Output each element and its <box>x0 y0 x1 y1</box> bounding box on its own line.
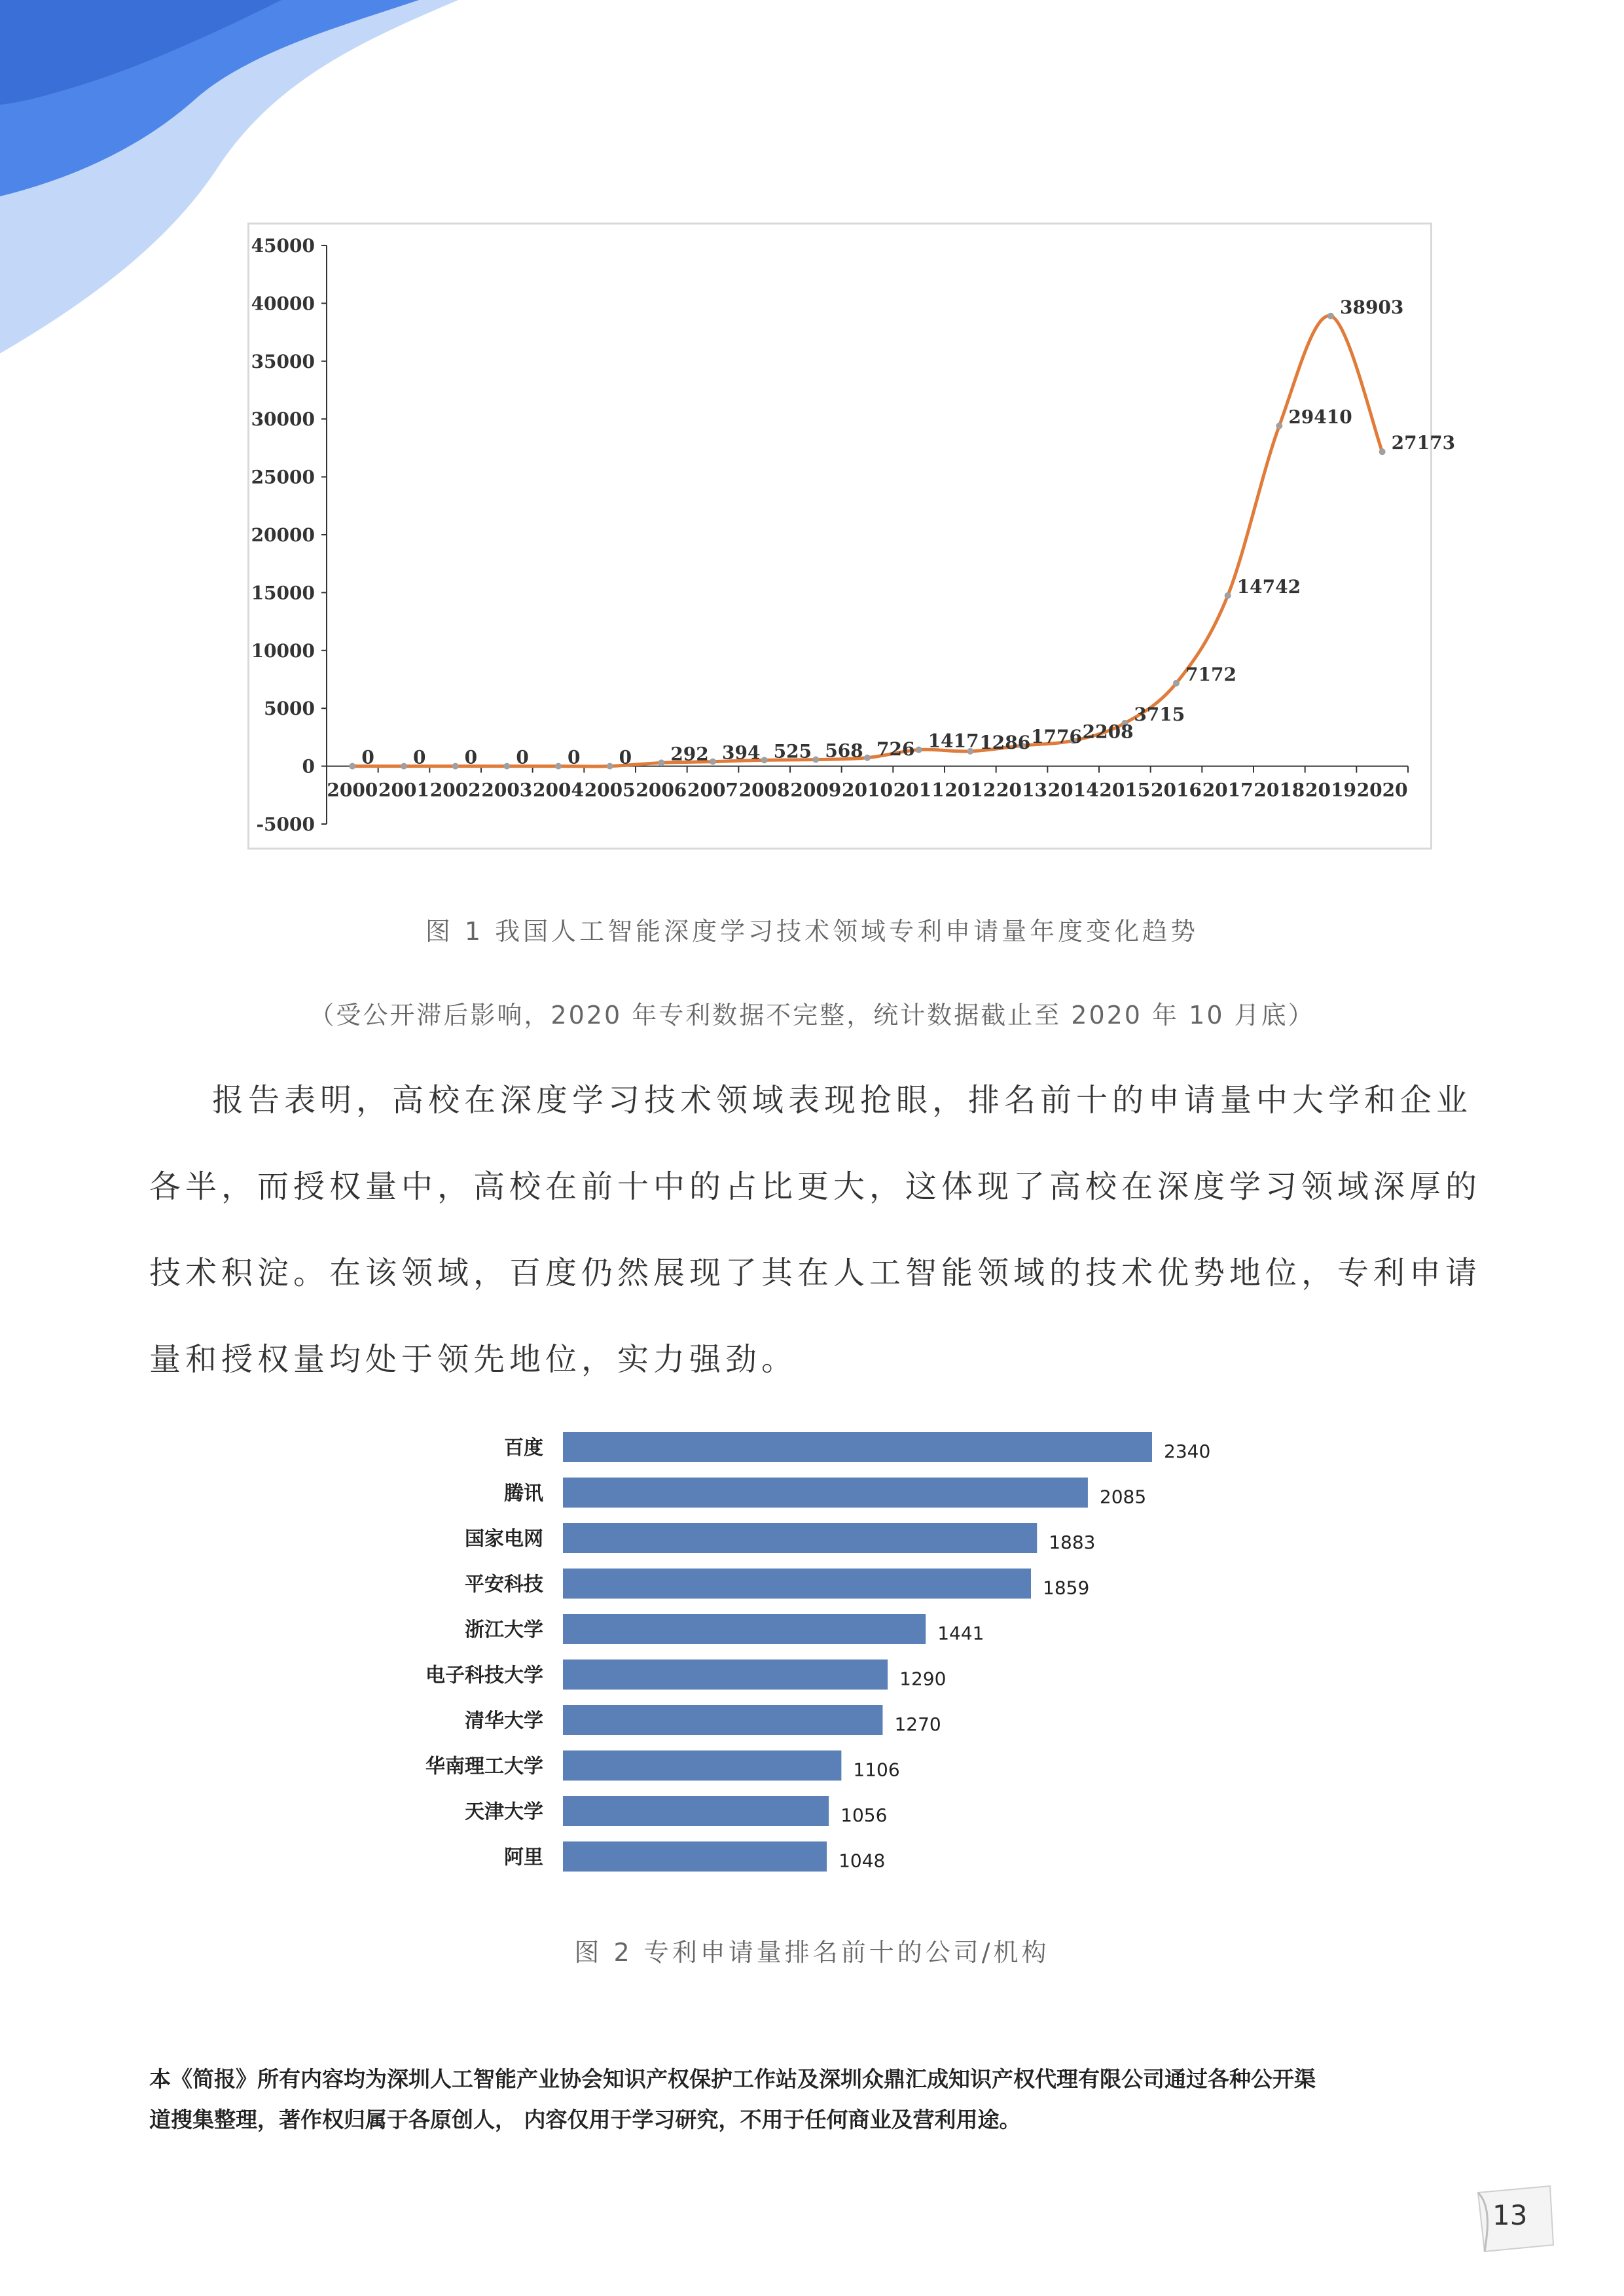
bar-category-label: 国家电网 <box>465 1528 543 1551</box>
x-tick-label: 2012 <box>945 779 996 801</box>
bar-category-label: 华南理工大学 <box>425 1755 543 1778</box>
x-tick-label: 2013 <box>996 779 1047 801</box>
y-tick-label: 45000 <box>251 235 315 257</box>
bar-category-label: 百度 <box>504 1437 543 1460</box>
data-label: 1417 <box>928 730 979 752</box>
data-point <box>452 763 459 770</box>
data-label: 0 <box>516 746 529 768</box>
patent-trend-line-chart <box>249 224 1456 848</box>
data-label: 525 <box>773 740 812 762</box>
data-point <box>401 763 407 770</box>
x-tick-label: 2001 <box>378 779 429 801</box>
data-point <box>1225 592 1231 599</box>
x-tick-label: 2011 <box>893 779 945 801</box>
y-tick-label: 10000 <box>251 639 315 662</box>
disclaimer-line-1: 本《简报》所有内容均为深圳人工智能产业协会知识产权保护工作站及深圳众鼎汇成知识产权代理有限公司通过各种公开渠 <box>149 2066 1316 2092</box>
bar <box>563 1842 827 1872</box>
bar <box>563 1660 888 1690</box>
data-point <box>607 763 613 770</box>
data-point <box>710 759 716 765</box>
bar <box>563 1705 882 1735</box>
bar-value-label: 1883 <box>1049 1532 1096 1553</box>
y-axis <box>251 235 327 835</box>
data-label: 394 <box>722 742 761 764</box>
data-label: 27173 <box>1391 432 1456 454</box>
x-tick-label: 2007 <box>687 779 738 801</box>
data-point <box>503 763 510 770</box>
figure1-caption: 图 1 我国人工智能深度学习技术领域专利申请量年度变化趋势 <box>425 917 1199 946</box>
data-point <box>1327 313 1334 319</box>
page-number: 13 <box>1492 2199 1528 2231</box>
figure1-note: （受公开滞后影响，2020 年专利数据不完整，统计数据截止至 2020 年 10 月底） <box>309 1001 1315 1030</box>
y-tick-label: 0 <box>302 755 315 778</box>
x-tick-label: 2003 <box>481 779 533 801</box>
x-tick-label: 2002 <box>429 779 481 801</box>
bar-category-label: 浙江大学 <box>465 1619 543 1641</box>
x-tick-label: 2004 <box>533 779 584 801</box>
data-point <box>761 757 768 763</box>
data-label: 0 <box>413 746 426 768</box>
x-tick-label: 2009 <box>790 779 842 801</box>
disclaimer-line-2: 道搜集整理，著作权归属于各原创人， 内容仅用于学习研究，不用于任何商业及营利用途。 <box>149 2107 1021 2132</box>
bar-value-label: 1290 <box>899 1668 947 1690</box>
data-label: 568 <box>825 740 863 762</box>
data-labels <box>361 296 1455 768</box>
bar-value-label: 1859 <box>1043 1577 1090 1599</box>
data-point <box>916 747 922 753</box>
y-tick-label: 40000 <box>251 293 315 315</box>
x-tick-label: 2018 <box>1254 779 1305 801</box>
x-tick-label: 2005 <box>584 779 636 801</box>
x-tick-label: 2015 <box>1099 779 1151 801</box>
y-tick-label: 20000 <box>251 524 315 546</box>
bar-value-label: 1106 <box>853 1759 900 1781</box>
data-point <box>1276 423 1282 429</box>
series-line <box>352 315 1382 766</box>
data-label: 2208 <box>1082 721 1134 743</box>
data-point <box>1173 680 1180 687</box>
paragraph-text: 报告表明，高校在深度学习技术领域表现抢眼，排名前十的申请量中大学和企业各半，而授权量中，高校在前十中的占比更大，这体现了高校在深度学习领域深厚的技术积淀。在该领域，百度仍然展现了其在人工智能领域的技术优势地位，专利申请量和授权量均处于领先地位，实力强劲。 <box>149 1082 1482 1378</box>
data-point <box>1379 448 1386 455</box>
data-label: 1776 <box>1031 726 1082 748</box>
bar-value-label: 1441 <box>937 1623 984 1644</box>
data-label: 38903 <box>1340 296 1404 318</box>
bar <box>563 1478 1088 1508</box>
x-tick-label: 2000 <box>327 779 378 801</box>
data-point <box>349 763 355 770</box>
line-chart-frame <box>247 223 1456 850</box>
x-tick-label: 2014 <box>1047 779 1099 801</box>
bar-category-label: 天津大学 <box>465 1801 543 1823</box>
x-tick-label: 2020 <box>1356 779 1408 801</box>
bar-category-label: 电子科技大学 <box>425 1664 543 1687</box>
x-axis <box>327 766 1408 801</box>
data-label: 0 <box>619 746 632 768</box>
x-tick-label: 2016 <box>1151 779 1202 801</box>
y-tick-label: -5000 <box>256 814 315 835</box>
data-label: 0 <box>464 746 478 768</box>
y-tick-label: 5000 <box>264 698 315 720</box>
body-paragraph <box>149 1057 1485 1403</box>
data-label: 0 <box>361 746 374 768</box>
disclaimer <box>149 2059 1485 2140</box>
x-tick-label: 2008 <box>738 779 790 801</box>
bar-value-label: 1270 <box>894 1713 941 1735</box>
data-label: 29410 <box>1288 406 1352 428</box>
x-tick-label: 2019 <box>1305 779 1356 801</box>
bar-value-label: 1048 <box>839 1850 886 1872</box>
top10-bar-chart <box>367 1414 1283 1885</box>
y-tick-label: 25000 <box>251 466 315 488</box>
bar-category-label: 平安科技 <box>465 1573 543 1596</box>
bar <box>563 1796 829 1826</box>
data-label: 292 <box>670 743 709 765</box>
data-label: 3715 <box>1134 703 1185 725</box>
data-label: 14742 <box>1236 575 1301 598</box>
x-tick-label: 2006 <box>636 779 687 801</box>
bar-value-label: 2340 <box>1164 1441 1211 1462</box>
data-point <box>555 763 562 770</box>
data-label: 1286 <box>979 731 1031 753</box>
data-point <box>658 759 664 766</box>
bars <box>425 1432 1210 1872</box>
y-tick-label: 15000 <box>251 582 315 604</box>
data-point <box>812 757 819 763</box>
bar-category-label: 阿里 <box>504 1846 543 1869</box>
x-tick-label: 2010 <box>842 779 893 801</box>
bar <box>563 1751 841 1781</box>
bar <box>563 1432 1152 1462</box>
bar-value-label: 1056 <box>840 1804 888 1826</box>
bar <box>563 1523 1037 1553</box>
bar-category-label: 清华大学 <box>465 1710 543 1732</box>
bar <box>563 1614 926 1644</box>
data-point <box>864 755 871 761</box>
bar-value-label: 2085 <box>1099 1486 1147 1508</box>
data-label: 726 <box>876 738 915 760</box>
figure2-caption: 图 2 专利申请量排名前十的公司/机构 <box>574 1938 1050 1967</box>
bar <box>563 1569 1031 1599</box>
data-label: 0 <box>568 746 581 768</box>
bar-category-label: 腾讯 <box>504 1482 543 1505</box>
data-label: 7172 <box>1185 663 1236 685</box>
y-tick-label: 35000 <box>251 350 315 372</box>
y-tick-label: 30000 <box>251 408 315 431</box>
data-points <box>349 313 1385 770</box>
x-tick-label: 2017 <box>1202 779 1254 801</box>
